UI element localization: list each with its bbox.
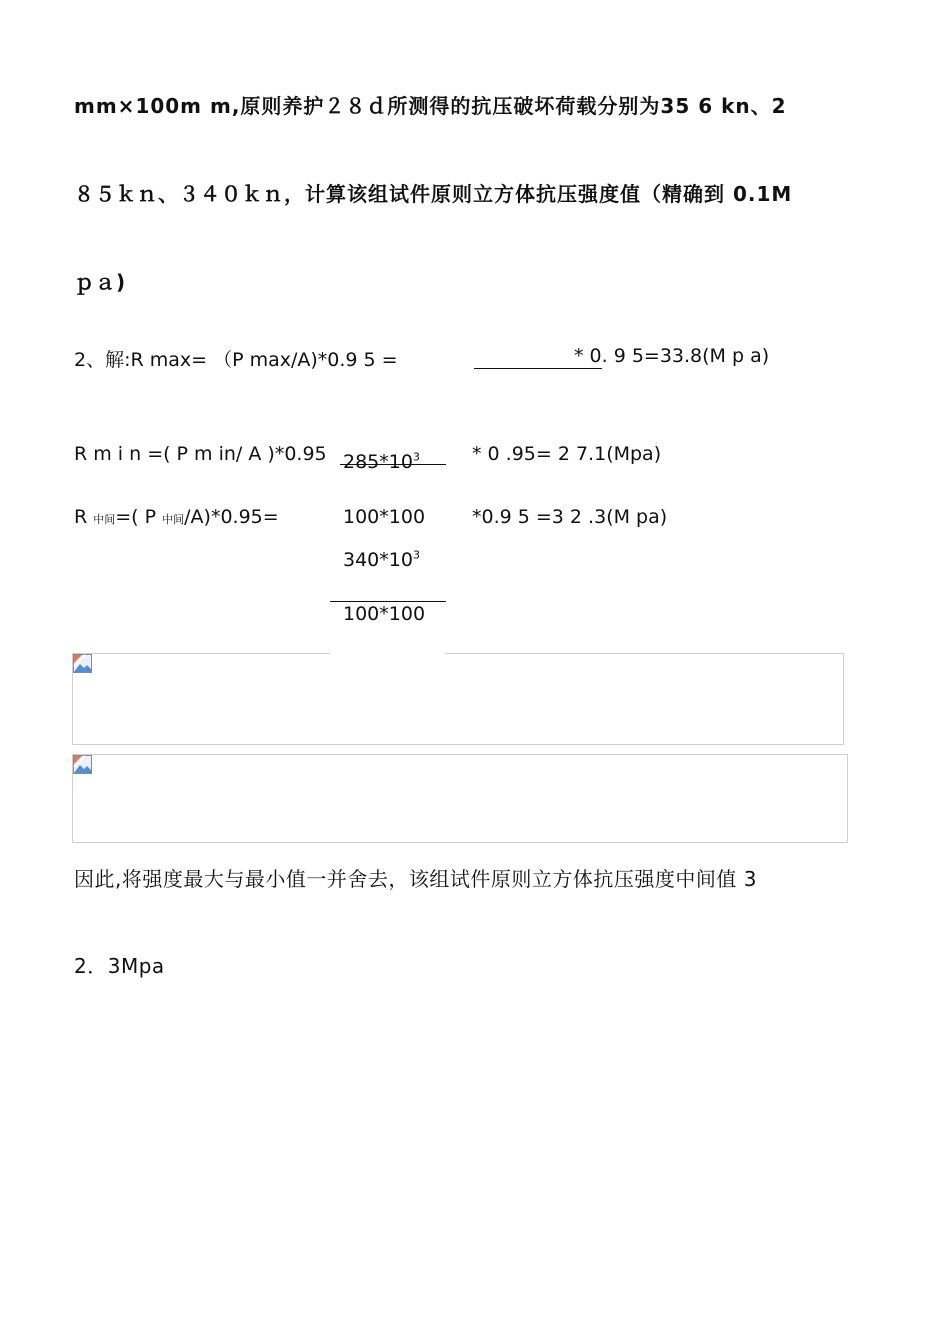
solution-rmid-formula: R 中间=( P 中间/A)*0.95= bbox=[74, 506, 279, 528]
fraction-denominator-1: 100*100 bbox=[343, 506, 426, 528]
solution-rmax-formula: 2、解:R max= （P max/A)*0.9 5 = bbox=[74, 349, 398, 371]
conclusion-line-1: 因此,将强度最大与最小值一并舍去，该组试件原则立方体抗压强度中间值 3 bbox=[74, 867, 757, 891]
image-placeholder-2 bbox=[72, 754, 848, 843]
solution-rmin-result: * 0 .95= 2 7.1(Mpa) bbox=[472, 443, 662, 465]
white-patch bbox=[330, 650, 445, 656]
fraction-bar-3 bbox=[330, 601, 446, 602]
problem-line-1: mm×100m m,原则养护２８ｄ所测得的抗压破坏荷载分别为35 6 kn、2 bbox=[74, 94, 787, 118]
solution-rmid-result: *0.9 5 =3 2 .3(M pa) bbox=[472, 506, 668, 528]
fraction-numerator-285: $285*10^3$ bbox=[343, 450, 420, 473]
broken-image-icon bbox=[73, 755, 92, 774]
problem-line-2: ８５ｋｎ、３４０ｋｎ，计算该组试件原则立方体抗压强度值（精确到 0.1M bbox=[74, 182, 793, 206]
fraction-bar-1 bbox=[474, 368, 602, 369]
problem-line-3: ｐａ) bbox=[74, 270, 127, 294]
fraction-denominator-2: 100*100 bbox=[343, 603, 426, 625]
conclusion-line-2: 2．3Mpa bbox=[74, 954, 165, 978]
solution-rmax-result: * 0. 9 5=33.8(M p a) bbox=[574, 345, 770, 367]
fraction-bar-2 bbox=[340, 464, 446, 465]
image-placeholder-1 bbox=[72, 653, 844, 745]
solution-rmin-formula: R m i n =( P m in/ A )*0.95 bbox=[74, 443, 327, 465]
broken-image-icon bbox=[73, 654, 92, 673]
fraction-numerator-340: $340*10^3$ bbox=[343, 548, 420, 571]
